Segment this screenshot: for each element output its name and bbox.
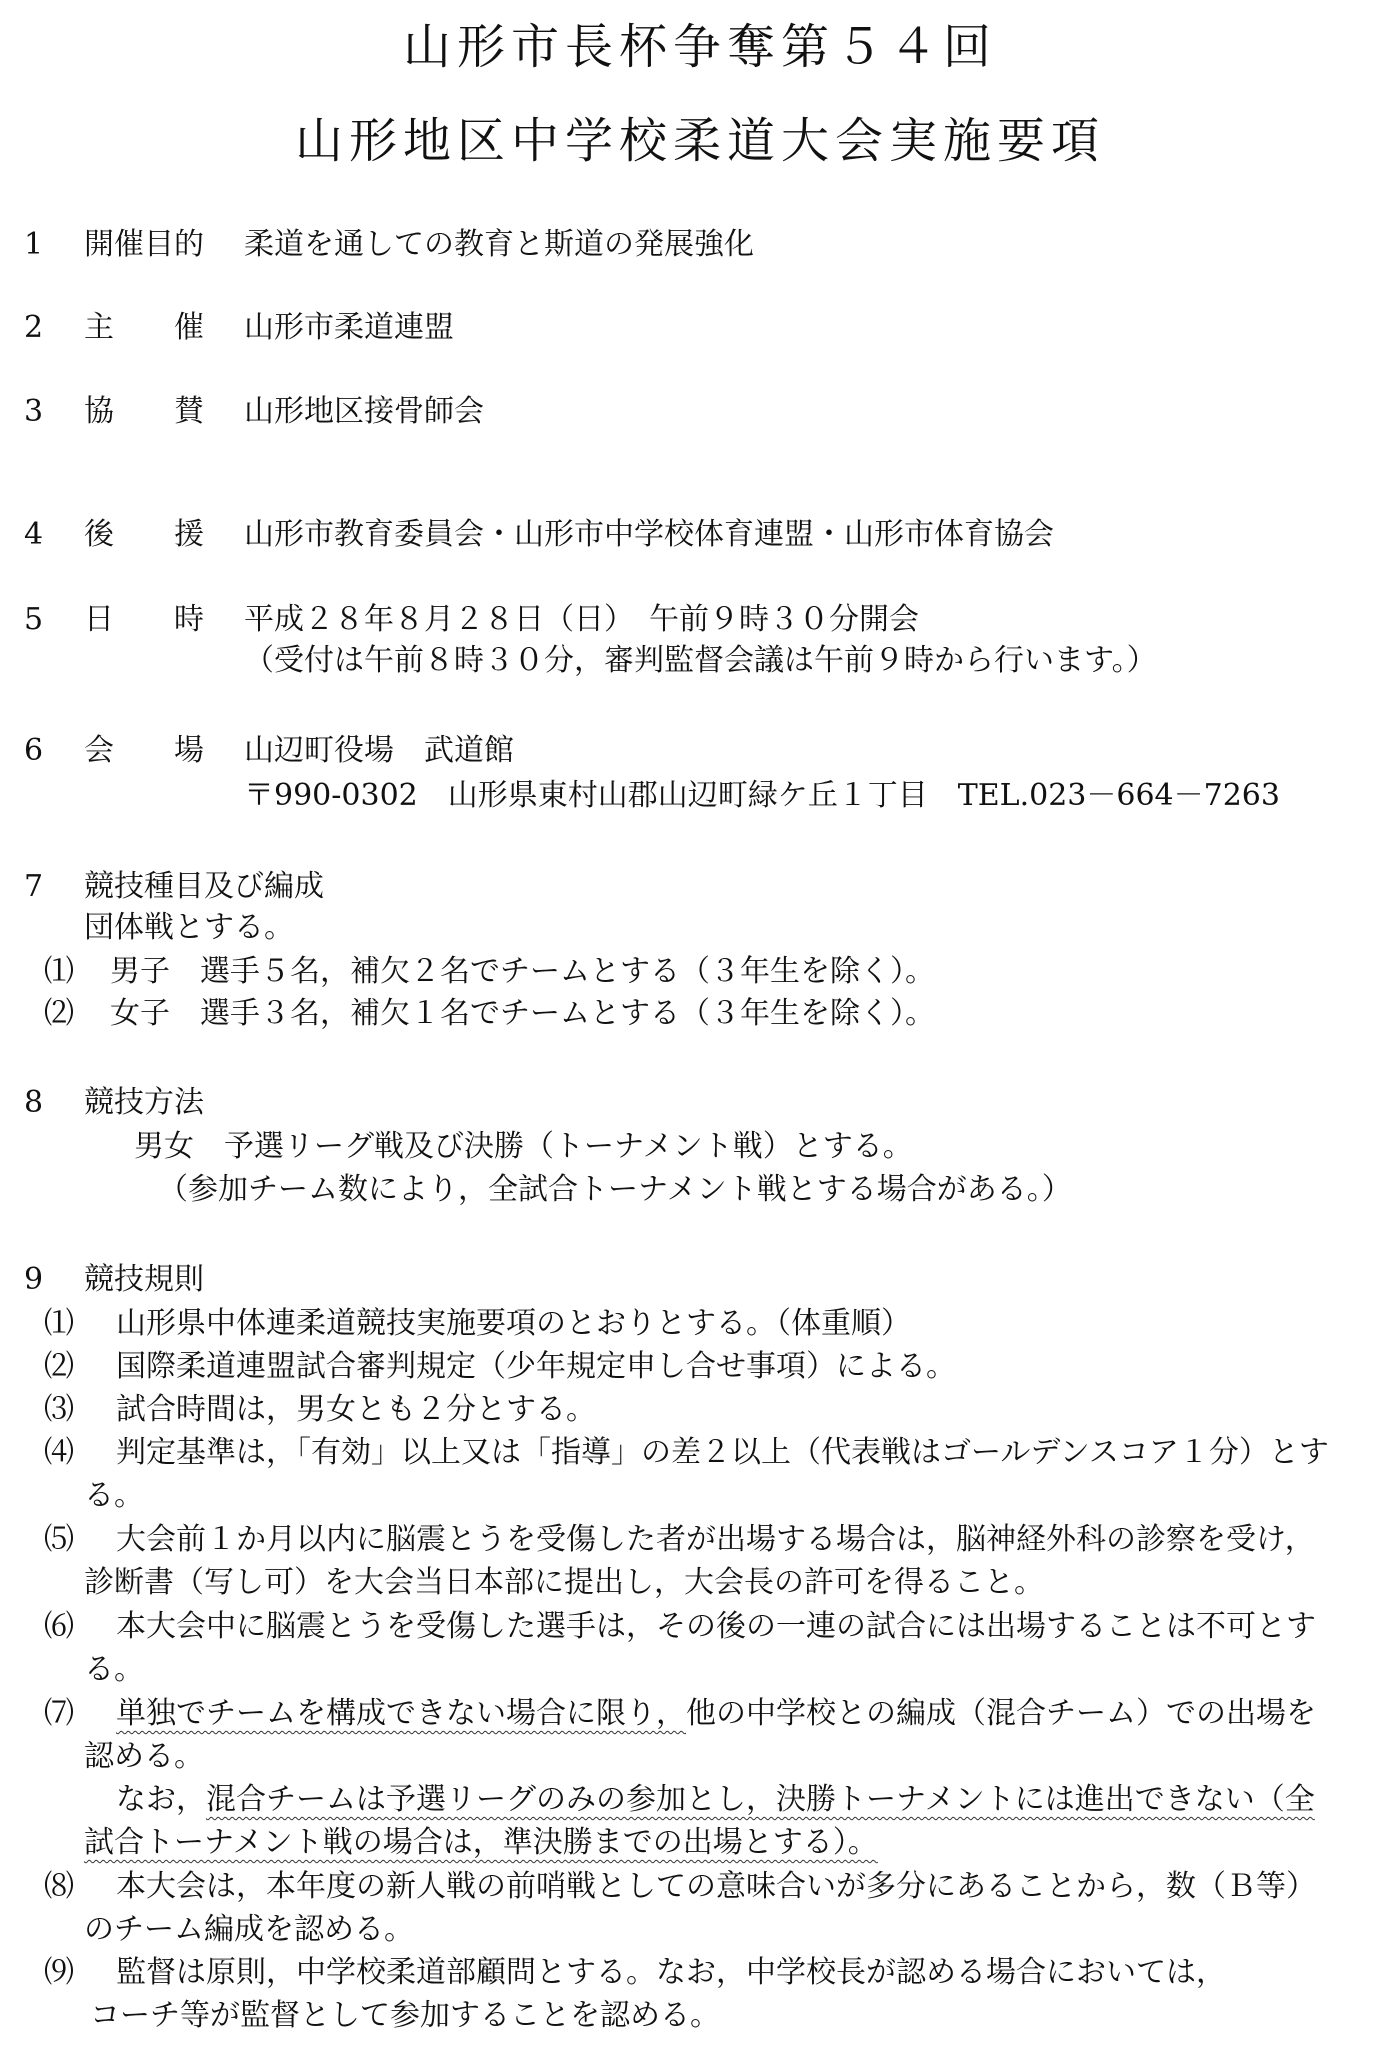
section-value: 平成２８年８月２８日（日） 午前９時３０分開会 [244,602,919,637]
rule-text-rest: 他の中学校との編成（混合チーム）での出場を [686,1696,1316,1731]
section-number: 5 [24,602,44,637]
rule-text-continued: る。 [84,1478,144,1513]
rule-text-continued: 認める。 [84,1739,204,1774]
rule-text: 本大会中に脳震とうを受傷した選手は，その後の一連の試合には出場することは不可とす [116,1609,1316,1644]
section-value: 柔道を通しての教育と斯道の発展強化 [244,227,754,262]
rule-text: 本大会は，本年度の新人戦の前哨戦としての意味合いが多分にあることから，数（Ｂ等） [116,1869,1316,1904]
rule-mark: ⑸ [44,1522,74,1557]
section-note: （受付は午前８時３０分，審判監督会議は午前９時から行います。） [244,643,1157,678]
rule-text: 判定基準は，「有効」以上又は「指導」の差２以上（代表戦はゴールデンスコア１分）とす [116,1435,1329,1470]
rule-mark: ⑼ [44,1955,74,1990]
section-number: 7 [24,869,44,904]
rule-text-continued: のチーム編成を認める。 [84,1912,414,1947]
section-number: 9 [24,1262,44,1297]
list-item-mark: ⑴ [44,954,74,989]
section-number: 1 [24,227,44,262]
list-item-text: 男子 選手５名，補欠２名でチームとする（３年生を除く）。 [110,954,935,989]
section-note: （参加チーム数により，全試合トーナメント戦とする場合がある。） [158,1172,1072,1207]
rule-text-continued: コーチ等が監督として参加することを認める。 [90,1998,720,2033]
rule-text: 国際柔道連盟試合審判規定（少年規定申し合せ事項）による。 [116,1349,956,1384]
section-label: 競技方法 [84,1085,204,1120]
section-number: 3 [24,394,44,429]
section-number: 2 [24,310,44,345]
rule-text-continued: 診断書（写し可）を大会当日本部に提出し，大会長の許可を得ること。 [84,1565,1044,1600]
rule-mark: ⑹ [44,1609,74,1644]
section-value: 山形市教育委員会・山形市中学校体育連盟・山形市体育協会 [244,517,1054,552]
rule-mark: ⑵ [44,1349,74,1384]
venue-address: 〒990-0302 山形県東村山郡山辺町緑ケ丘１丁目 TEL.023－664－7263 [244,778,1280,813]
rule-text: 試合時間は，男女とも２分とする。 [116,1392,596,1427]
section-value: 山形地区接骨師会 [244,394,484,429]
rule-mark: ⑻ [44,1869,74,1904]
rule-mark: ⑺ [44,1696,74,1731]
rule-text-continued: る。 [84,1652,144,1687]
section-label: 主 催 [84,310,204,345]
section-label: 協 賛 [84,394,204,429]
underlined-text: 単独でチームを構成できない場合に限り， [116,1696,686,1731]
rule-text: 大会前１か月以内に脳震とうを受傷した者が出場する場合は，脳神経外科の診察を受け， [116,1522,1315,1557]
rule-mark: ⑶ [44,1392,74,1427]
rule-mark: ⑴ [44,1306,74,1341]
rule-text-continued [116,1780,1315,1820]
section-value: 山辺町役場 武道館 [244,733,514,768]
section-label: 会 場 [84,733,204,768]
section-label: 後 援 [84,517,204,552]
rule-text: 監督は原則，中学校柔道部顧問とする。なお，中学校長が認める場合においては， [116,1955,1226,1990]
section-intro: 団体戦とする。 [84,910,294,945]
section-number: 8 [24,1085,44,1120]
section-number: 4 [24,517,44,552]
page-title-line-1: 山形市長杯争奪第５４回 [402,19,997,75]
rule-text-prefix: なお， [116,1782,206,1817]
section-value: 山形市柔道連盟 [244,310,454,345]
section-label: 競技規則 [84,1262,204,1297]
rule-mark: ⑷ [44,1435,74,1470]
rule-text: 山形県中体連柔道競技実施要項のとおりとする。（体重順） [116,1306,911,1341]
underlined-text: 試合トーナメント戦の場合は，準決勝までの出場とする）。 [84,1825,878,1860]
section-label: 日 時 [84,602,204,637]
list-item-text: 女子 選手３名，補欠１名でチームとする（３年生を除く）。 [110,996,935,1031]
section-text: 男女 予選リーグ戦及び決勝（トーナメント戦）とする。 [134,1129,913,1164]
section-label: 競技種目及び編成 [84,869,324,904]
section-label: 開催目的 [84,227,204,262]
page-title-line-2: 山形地区中学校柔道大会実施要項 [294,113,1105,169]
underlined-text: 混合チームは予選リーグのみの参加とし，決勝トーナメントには進出できない（全 [206,1782,1315,1817]
section-number: 6 [24,733,44,768]
rule-text [116,1694,1316,1734]
list-item-mark: ⑵ [44,996,74,1031]
